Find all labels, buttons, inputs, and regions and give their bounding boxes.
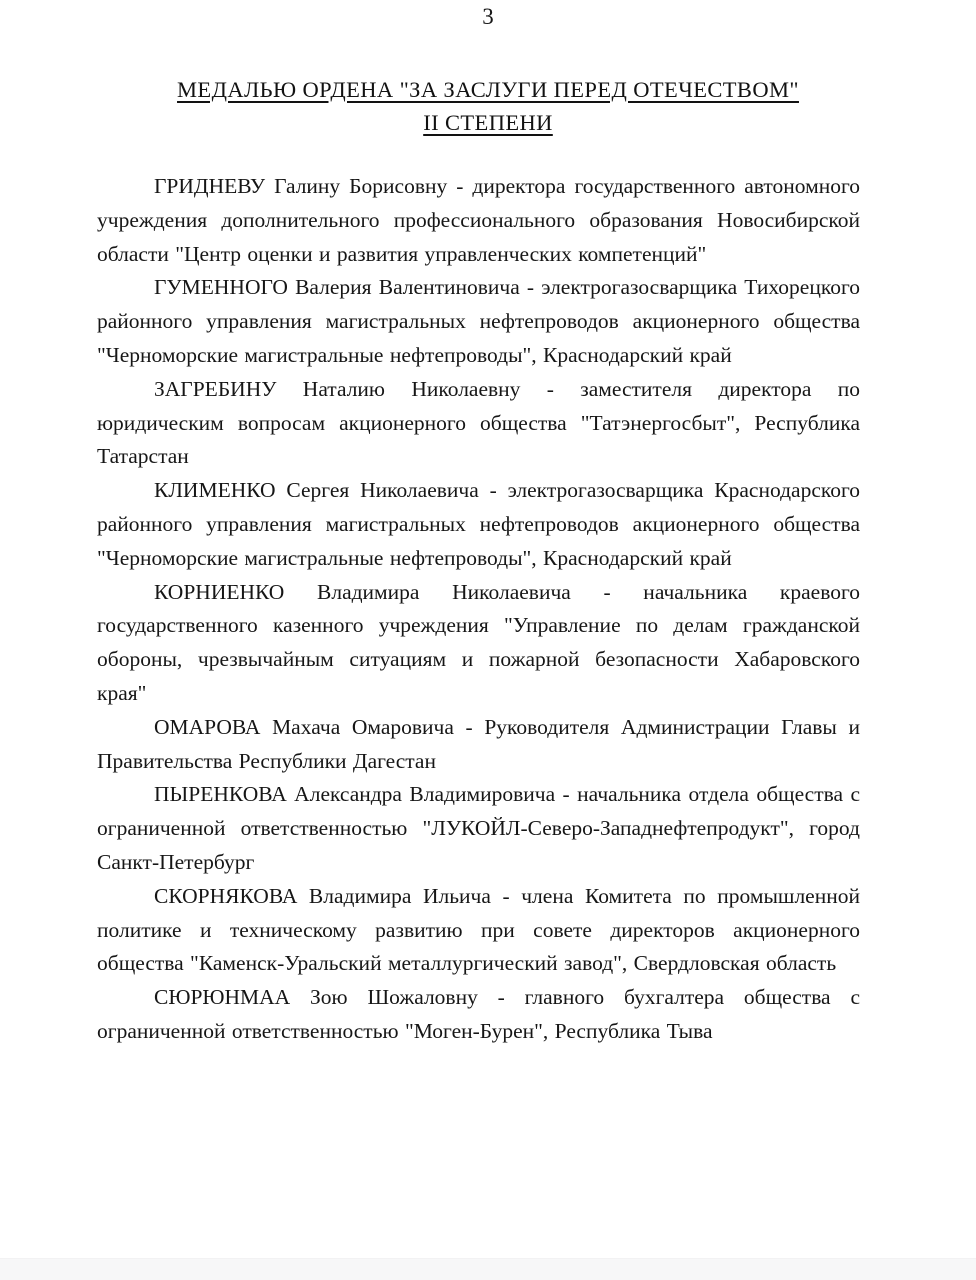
page-number: 3	[482, 4, 494, 29]
section-heading-line1: МЕДАЛЬЮ ОРДЕНА "ЗА ЗАСЛУГИ ПЕРЕД ОТЕЧЕСТВОМ"	[177, 77, 799, 102]
award-entry-syuryunmaa: СЮРЮНМАА Зою Шожаловну - главного бухгалтера общества с ограниченной ответственностью "Моген-Бурен", Республика Тыва	[97, 985, 860, 1043]
section-heading-line2: II СТЕПЕНИ	[423, 110, 553, 135]
award-entry-gumennogo: ГУМЕННОГО Валерия Валентиновича - электрогазосварщика Тихорецкого районного управления магистральных нефтепроводов акционерного общества "Черноморские магистральные нефтепроводы", Краснодарский край	[97, 275, 860, 367]
award-list	[97, 170, 860, 1049]
award-entry-skornyakova: СКОРНЯКОВА Владимира Ильича - члена Комитета по промышленной политике и техническому развитию при совете директоров акционерного общества "Каменск-Уральский металлургический завод", Свердловская область	[97, 883, 860, 976]
award-entry-omarova: ОМАРОВА Махача Омаровича - Руководителя Администрации Главы и Правительства Республики Дагестан	[97, 714, 860, 773]
award-entry-zagrebinu: ЗАГРЕБИНУ Наталию Николаевну - заместителя директора по юридическим вопросам акционерного общества "Татэнергосбыт", Республика Татарстан	[97, 376, 860, 469]
award-entry-kornienko: КОРНИЕНКО Владимира Николаевича - начальника краевого государственного казенного учреждения "Управление по делам гражданской обороны, чрезвычайным ситуациям и пожарной безопасности Хабаровского края"	[97, 579, 860, 705]
award-entry-klimenko: КЛИМЕНКО Сергея Николаевича - электрогазосварщика Краснодарского районного управления магистральных нефтепроводов акционерного общества "Черноморские магистральные нефтепроводы", Краснодарский край	[97, 478, 860, 570]
award-entry-gridnevu: ГРИДНЕВУ Галину Борисовну - директора государственного автономного учреждения дополнительного профессионального образования Новосибирской области "Центр оценки и развития управленческих компетенций"	[97, 174, 860, 266]
page-bottom-strip	[0, 1258, 976, 1280]
award-entry-pyrenkova: ПЫРЕНКОВА Александра Владимировича - начальника отдела общества с ограниченной ответственностью "ЛУКОЙЛ-Северо-Западнефтепродукт", город Санкт-Петербург	[97, 782, 860, 874]
section-heading	[0, 73, 976, 139]
